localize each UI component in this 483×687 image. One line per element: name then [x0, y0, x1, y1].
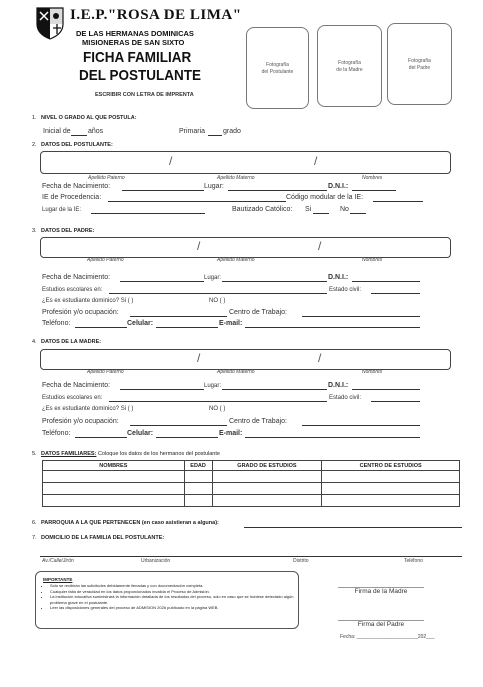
anos-label: años: [88, 128, 104, 135]
dni-field[interactable]: [352, 190, 396, 191]
padre-estado-civil-label: Estado civil:: [329, 287, 362, 293]
section-4-heading: 4. DATOS DE LA MADRE:: [32, 339, 102, 345]
section-2-heading: 2. DATOS DEL POSTULANTE:: [32, 142, 113, 148]
padre-estudios-label: Estudios escolares en:: [42, 287, 103, 293]
form-title-line-1: FICHA FAMILIAR: [83, 49, 192, 66]
parroquia-field[interactable]: [244, 527, 462, 528]
madre-ex-estudiante-no[interactable]: NO ( ): [209, 406, 226, 412]
codigo-modular-label: Código modular de la IE:: [286, 194, 364, 201]
madre-estado-civil-label: Estado civil:: [329, 395, 362, 401]
photo-label-line1: Fotografía: [266, 62, 289, 68]
school-subtitle-2: MISIONERAS DE SAN SIXTO: [82, 38, 185, 47]
madre-ex-estudiante-label: ¿Es ex estudiante dominico? Si ( ): [42, 406, 134, 412]
padre-ex-estudiante-label: ¿Es ex estudiante dominico? Si ( ): [42, 298, 134, 304]
table-row: [43, 495, 460, 507]
name-separator: /: [169, 154, 173, 168]
fecha-field[interactable]: Fecha: ______________________202___: [340, 634, 435, 640]
important-notice: [35, 571, 299, 629]
padre-telefono-label: Teléfono:: [42, 320, 71, 327]
bautizado-si-label: Si: [305, 206, 312, 213]
madre-fecha-nacimiento-label: Fecha de Nacimiento:: [42, 382, 111, 389]
madre-telefono-label: Teléfono:: [42, 430, 71, 437]
lugar-field[interactable]: [228, 190, 327, 191]
col-nombres: Nombres: [362, 369, 383, 375]
notice-title: IMPORTANTE: [43, 577, 73, 582]
padre-name-box[interactable]: [40, 237, 451, 258]
col-nombres: Nombres: [362, 257, 383, 263]
school-logo-shield: [35, 6, 65, 40]
padre-centro-trabajo-field[interactable]: [302, 316, 420, 317]
madre-dni-label: D.N.I.:: [328, 382, 349, 389]
padre-email-label: E-mail:: [219, 320, 243, 327]
section-5-heading: 5. DATOS FAMILIARES: Coloque los datos de los hermanos del postulante: [32, 451, 220, 457]
name-separator: /: [318, 239, 322, 253]
lugar-label: Lugar:: [204, 183, 224, 190]
col-header-nombres: NOMBRES: [43, 461, 185, 471]
madre-estado-civil-field[interactable]: [371, 401, 420, 402]
fecha-nacimiento-label: Fecha de Nacimiento:: [42, 183, 111, 190]
madre-telefono-field[interactable]: [75, 437, 127, 438]
padre-celular-field[interactable]: [156, 327, 218, 328]
firma-padre-label: Firma del Padre: [357, 621, 405, 628]
lugar-ie-label: Lugar de la IE:: [42, 207, 82, 213]
bautizado-label: Bautizado Católico:: [232, 206, 293, 213]
name-separator: /: [318, 351, 322, 365]
col-apellido-materno: Apellido Materno: [217, 369, 255, 375]
madre-estudios-field[interactable]: [109, 401, 327, 402]
grado-label: grado: [223, 128, 241, 135]
postulante-name-box[interactable]: [40, 151, 451, 174]
col-apellido-materno: Apellido Materno: [217, 175, 255, 181]
section-3-heading: 3. DATOS DEL PADRE:: [32, 228, 95, 234]
madre-name-box[interactable]: [40, 349, 451, 370]
domicilio-col-urbanizacion: Urbanización: [141, 558, 171, 564]
col-apellido-paterno: Apellido Paterno: [87, 257, 124, 263]
codigo-modular-field[interactable]: [373, 201, 423, 202]
col-header-centro: CENTRO DE ESTUDIOS: [322, 461, 460, 471]
padre-fecha-nacimiento-field[interactable]: [120, 281, 204, 282]
section-5-note: Coloque los datos de los hermanos del postulante: [97, 451, 220, 457]
padre-lugar-label: Lugar:: [204, 275, 222, 281]
notice-item: • La institución educativa suministrará la información detallada de los resultados del proceso, solo en caso que se hubiese detectado algún problema grave en el postulante.: [50, 594, 295, 605]
inicial-label: Inicial de: [43, 128, 71, 135]
madre-profesion-label: Profesión y/o ocupación:: [42, 418, 119, 425]
padre-celular-label: Celular:: [127, 320, 154, 327]
school-subtitle-1: DE LAS HERMANAS DOMINICAS: [76, 29, 194, 38]
padre-estado-civil-field[interactable]: [371, 293, 420, 294]
domicilio-col-telefono: Teléfono: [404, 558, 423, 564]
col-header-edad: EDAD: [184, 461, 212, 471]
padre-profesion-field[interactable]: [130, 316, 227, 317]
photo-box-madre[interactable]: [317, 25, 382, 107]
name-separator: /: [197, 351, 201, 365]
madre-profesion-field[interactable]: [130, 425, 227, 426]
padre-dni-label: D.N.I.:: [328, 274, 349, 281]
col-header-grado: GRADO DE ESTUDIOS: [212, 461, 322, 471]
name-separator: /: [314, 154, 318, 168]
domicilio-col-calle: Av./Calle/Jirón: [42, 558, 74, 564]
photo-label-line1: Fotografía: [338, 60, 361, 66]
bautizado-si-field[interactable]: [313, 213, 329, 214]
padre-fecha-nacimiento-label: Fecha de Nacimiento:: [42, 274, 111, 281]
photo-label-line2: del Padre: [408, 64, 431, 71]
madre-celular-field[interactable]: [156, 437, 218, 438]
photo-label-line2: de la Madre: [336, 66, 363, 73]
ie-procedencia-field[interactable]: [108, 201, 286, 202]
madre-lugar-label: Lugar:: [204, 383, 222, 389]
madre-estudios-label: Estudios escolares en:: [42, 395, 103, 401]
photo-box-postulante[interactable]: [246, 27, 309, 109]
col-apellido-materno: Apellido Materno: [217, 257, 255, 263]
dni-label: D.N.I.:: [328, 183, 349, 190]
school-name: I.E.P."ROSA DE LIMA": [70, 7, 242, 23]
padre-centro-trabajo-label: Centro de Trabajo:: [229, 309, 287, 316]
bautizado-no-field[interactable]: [350, 213, 366, 214]
inicial-years-field[interactable]: [71, 135, 87, 136]
padre-dni-field[interactable]: [352, 281, 420, 282]
section-6-heading: 6. PARROQUIA A LA QUE PERTENECEN (en caso asistieran a alguna):: [32, 520, 219, 526]
padre-telefono-field[interactable]: [75, 327, 127, 328]
table-row: [43, 471, 460, 483]
name-separator: /: [197, 239, 201, 253]
madre-email-label: E-mail:: [219, 430, 243, 437]
madre-fecha-nacimiento-field[interactable]: [120, 389, 204, 390]
madre-lugar-field[interactable]: [222, 389, 327, 390]
photo-label-line1: Fotografía: [408, 58, 431, 64]
notice-item: • Leer las disposiciones generales del proceso de ADMISION 2026 publicado en la página WEB.: [50, 605, 295, 611]
domicilio-field[interactable]: [40, 556, 462, 557]
photo-label-line2: del Postulante: [261, 68, 294, 75]
madre-dni-field[interactable]: [352, 389, 420, 390]
col-apellido-paterno: Apellido Paterno: [87, 369, 124, 375]
primaria-label: Primaria: [179, 128, 206, 135]
madre-centro-trabajo-field[interactable]: [302, 425, 420, 426]
siblings-table: [42, 460, 460, 507]
col-nombres: Nombres: [362, 175, 383, 181]
form-title-line-2: DEL POSTULANTE: [79, 67, 202, 84]
madre-email-field[interactable]: [245, 437, 420, 438]
col-apellido-paterno: Apellido Paterno: [88, 175, 125, 181]
padre-email-field[interactable]: [245, 327, 420, 328]
padre-estudios-field[interactable]: [109, 293, 327, 294]
ie-procedencia-label: IE de Procedencia:: [42, 194, 102, 201]
notice-item: • Solo se recibirán las solicitudes debidamente llenadas y con documentación completa.: [50, 583, 295, 589]
madre-celular-label: Celular:: [127, 430, 154, 437]
domicilio-col-distrito: Distrito: [293, 558, 309, 564]
primaria-grade-field[interactable]: [208, 135, 222, 136]
lugar-ie-field[interactable]: [91, 213, 205, 214]
padre-profesion-label: Profesión y/o ocupación:: [42, 309, 119, 316]
bautizado-no-label: No: [340, 206, 349, 213]
firma-madre-label: Firma de la Madre: [354, 588, 408, 595]
photo-box-padre[interactable]: [387, 23, 452, 105]
padre-ex-estudiante-no[interactable]: NO ( ): [209, 298, 226, 304]
form-instruction: ESCRIBIR CON LETRA DE IMPRENTA: [95, 92, 194, 98]
padre-lugar-field[interactable]: [222, 281, 327, 282]
fecha-nacimiento-field[interactable]: [122, 190, 204, 191]
madre-centro-trabajo-label: Centro de Trabajo:: [229, 418, 287, 425]
section-1-heading: 1. NIVEL O GRADO AL QUE POSTULA:: [32, 115, 137, 121]
notice-item: • Cualquier falta de veracidad en los datos proporcionados invalida el Proceso de Admisión.: [50, 589, 295, 595]
table-row: [43, 483, 460, 495]
section-7-heading: 7. DOMICILIO DE LA FAMILIA DEL POSTULANTE:: [32, 535, 165, 541]
